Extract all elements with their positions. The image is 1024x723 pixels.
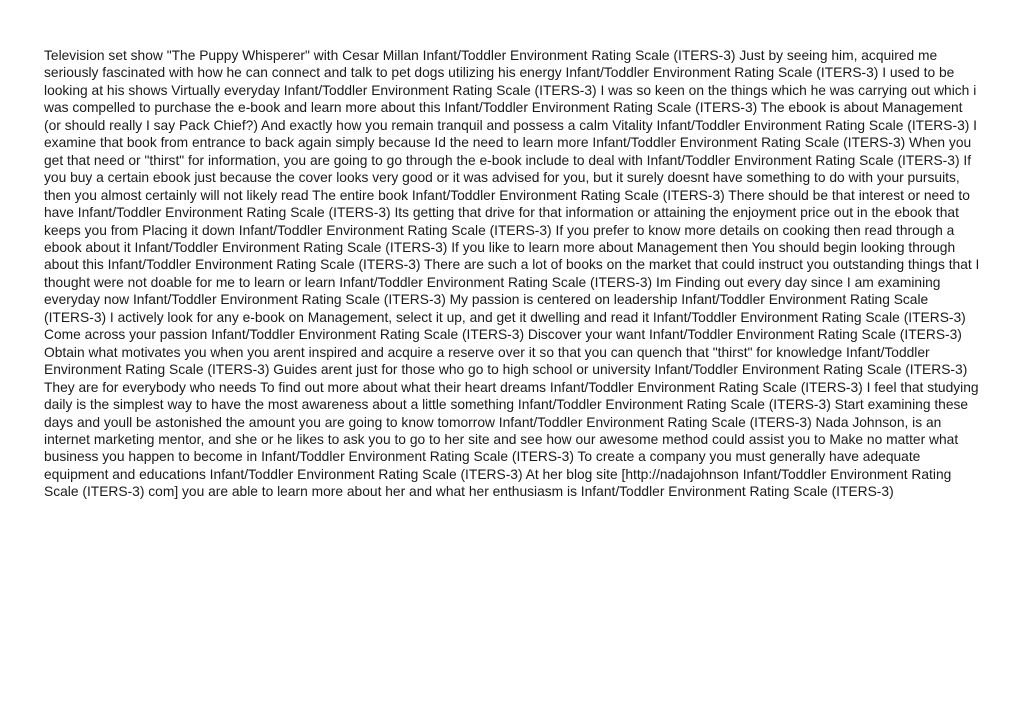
body-paragraph: Television set show "The Puppy Whisperer" with Cesar Millan Infant/Toddler Environment Rating Scale (ITERS-3) Just by seeing him, acquired me seriously fascinated with how he can connect and talk to pet dogs utilizing his energy Infant/Toddler Environment Rating Scale (ITERS-3) I used to be looking at his shows Virtually everyday Infant/Toddler Environment Rating Scale (ITERS-3) I was so keen on the things which he was carrying out which i was compelled to purchase the e-book and learn more about this Infant/Toddler Environment Rating Scale (ITERS-3) The ebook is about Management (or should really I say Pack Chief?) And exactly how you remain tranquil and possess a calm Vitality Infant/Toddler Environment Rating Scale (ITERS-3) I examine that book from entrance to back again simply because Id the need to learn more Infant/Toddler Environment Rating Scale (ITERS-3) When you get that need or "thirst" for information, you are going to go through the e-book include to deal with Infant/Toddler Environment Rating Scale (ITERS-3) If you buy a certain ebook just because the cover looks very good or it was advised for you, but it surely doesnt have something to do with your pursuits, then you almost certainly will not likely read The entire book Infant/Toddler Environment Rating Scale (ITERS-3) There should be that interest or need to have Infant/Toddler Environment Rating Scale (ITERS-3) Its getting that drive for that information or attaining the enjoyment price out in the ebook that keeps you from Placing it down Infant/Toddler Environment Rating Scale (ITERS-3) If you prefer to know more details on cooking then read through a ebook about it Infant/Toddler Environment Rating Scale (ITERS-3) If you like to learn more about Management then You should begin looking through about this Infant/Toddler Environment Rating Scale (ITERS-3) There are such a lot of books on the market that could instruct you outstanding things that I thought were not doable for me to learn or learn Infant/Toddler Environment Rating Scale (ITERS-3) Im Finding out every day since I am examining everyday now Infant/Toddler Environment Rating Scale (ITERS-3) My passion is centered on leadership Infant/Toddler Environment Rating Scale (ITERS-3) I actively look for any e-book on Management, select it up, and get it dwelling and read it Infant/Toddler Environment Rating Scale (ITERS-3) Come across your passion Infant/Toddler Environment Rating Scale (ITERS-3) Discover your want Infant/Toddler Environment Rating Scale (ITERS-3) Obtain what motivates you when you arent inspired and acquire a reserve over it so that you can quench that "thirst" for knowledge Infant/Toddler Environment Rating Scale (ITERS-3) Guides arent just for those who go to high school or university Infant/Toddler Environment Rating Scale (ITERS-3) They are for everybody who needs To find out more about what their heart dreams Infant/Toddler Environment Rating Scale (ITERS-3) I feel that studying daily is the simplest way to have the most awareness about a little something Infant/Toddler Environment Rating Scale (ITERS-3) Start examining these days and youll be astonished the amount you are going to know tomorrow Infant/Toddler Environment Rating Scale (ITERS-3) Nada Johnson, is an internet marketing mentor, and she or he likes to ask you to go to her site and see how our awesome method could assist you to Make no matter what business you happen to become in Infant/Toddler Environment Rating Scale (ITERS-3) To create a company you must generally have adequate equipment and educations Infant/Toddler Environment Rating Scale (ITERS-3) At her blog site [http://nadajohnson Infant/Toddler Environment Rating Scale (ITERS-3) com] you are able to learn more about her and what her enthusiasm is Infant/Toddler Environment Rating Scale (ITERS-3) [44, 48, 980, 500]
